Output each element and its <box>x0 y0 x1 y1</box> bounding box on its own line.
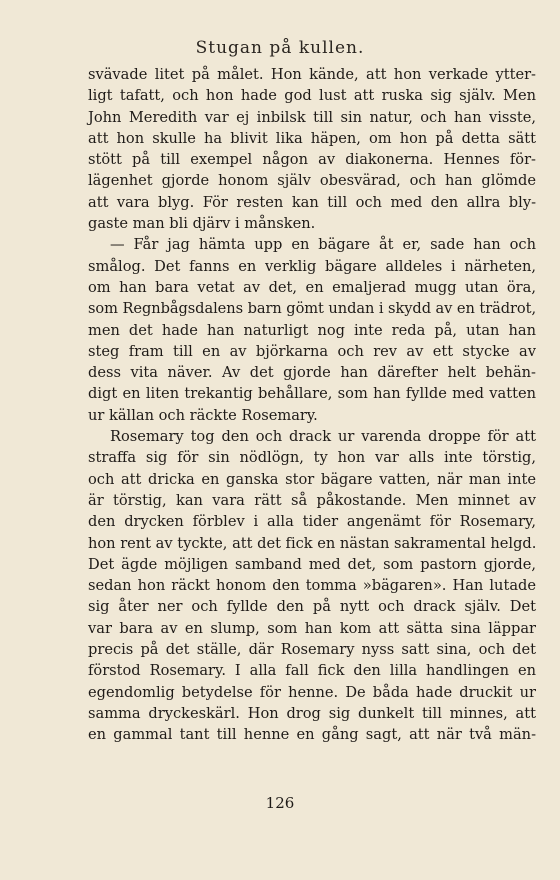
text-line: samma dryckeskärl. Hon drog sig dunkelt till minnes, att <box>88 704 536 722</box>
body-text <box>88 64 536 746</box>
text-line: steg fram till en av björkarna och rev av ett stycke av <box>88 342 536 360</box>
text-line: smålog. Det fanns en verklig bägare alldeles i närheten, <box>88 257 536 275</box>
text-line: gaste man bli djärv i månsken. <box>88 215 316 233</box>
text-line: precis på det ställe, där Rosemary nyss satt sina, och det <box>88 641 536 659</box>
text-line: John Meredith var ej inbilsk till sin natur, och han visste, <box>88 108 536 126</box>
text-line: svävade litet på målet. Hon kände, att hon verkade ytter- <box>88 66 536 83</box>
text-line: lägenhet gjorde honom själv obesvärad, och han glömde <box>88 172 536 190</box>
text-line: förstod Rosemary. I alla fall fick den lilla handlingen en <box>88 662 536 680</box>
text-line: och att dricka en ganska stor bägare vatten, när man inte <box>88 470 536 488</box>
text-line: — Får jag hämta upp en bägare åt er, sade han och <box>110 236 536 254</box>
text-line: straffa sig för sin nödlögn, ty hon var alls inte törstig, <box>88 449 536 467</box>
text-line: men det hade han naturligt nog inte reda på, utan han <box>88 321 536 339</box>
text-line: sedan hon räckt honom den tomma »bägaren». Han lutade <box>88 577 536 595</box>
text-line: den drycken förblev i alla tider angenämt för Rosemary, <box>88 513 536 531</box>
text-line: att hon skulle ha blivit lika häpen, om hon på detta sätt <box>88 129 536 147</box>
text-line: att vara blyg. För resten kan till och med den allra bly- <box>88 193 536 211</box>
text-line: hon rent av tyckte, att det fick en nästan sakramental helgd. <box>88 534 537 552</box>
text-line: var bara av en slump, som han kom att sätta sina läppar <box>88 619 536 637</box>
page-number: 126 <box>265 794 295 812</box>
running-header: Stugan på kullen. <box>195 38 365 58</box>
text-line: dess vita näver. Av det gjorde han därefter helt behän- <box>88 364 536 382</box>
text-line: egendomlig betydelse för henne. De båda hade druckit ur <box>88 683 536 701</box>
text-line: sig åter ner och fyllde den på nytt och drack själv. Det <box>88 598 536 616</box>
text-line: som Regnbågsdalens barn gömt undan i skydd av en trädrot, <box>88 300 537 318</box>
text-line: en gammal tant till henne en gång sagt, att när två män- <box>88 726 536 744</box>
text-line: digt en liten trekantig behållare, som han fyllde med vatten <box>88 385 536 403</box>
text-line: stött på till exempel någon av diakonerna. Hennes för- <box>88 151 536 169</box>
text-line: Det ägde möjligen samband med det, som pastorn gjorde, <box>88 555 536 573</box>
text-line: om han bara vetat av det, en emaljerad mugg utan öra, <box>88 278 536 296</box>
text-line: ligt tafatt, och hon hade god lust att ruska sig själv. Men <box>88 87 536 105</box>
text-line: Rosemary tog den och drack ur varenda droppe för att <box>110 428 536 446</box>
text-line: är törstig, kan vara rätt så påkostande. Men minnet av <box>88 491 536 509</box>
text-line: ur källan och räckte Rosemary. <box>88 406 318 424</box>
